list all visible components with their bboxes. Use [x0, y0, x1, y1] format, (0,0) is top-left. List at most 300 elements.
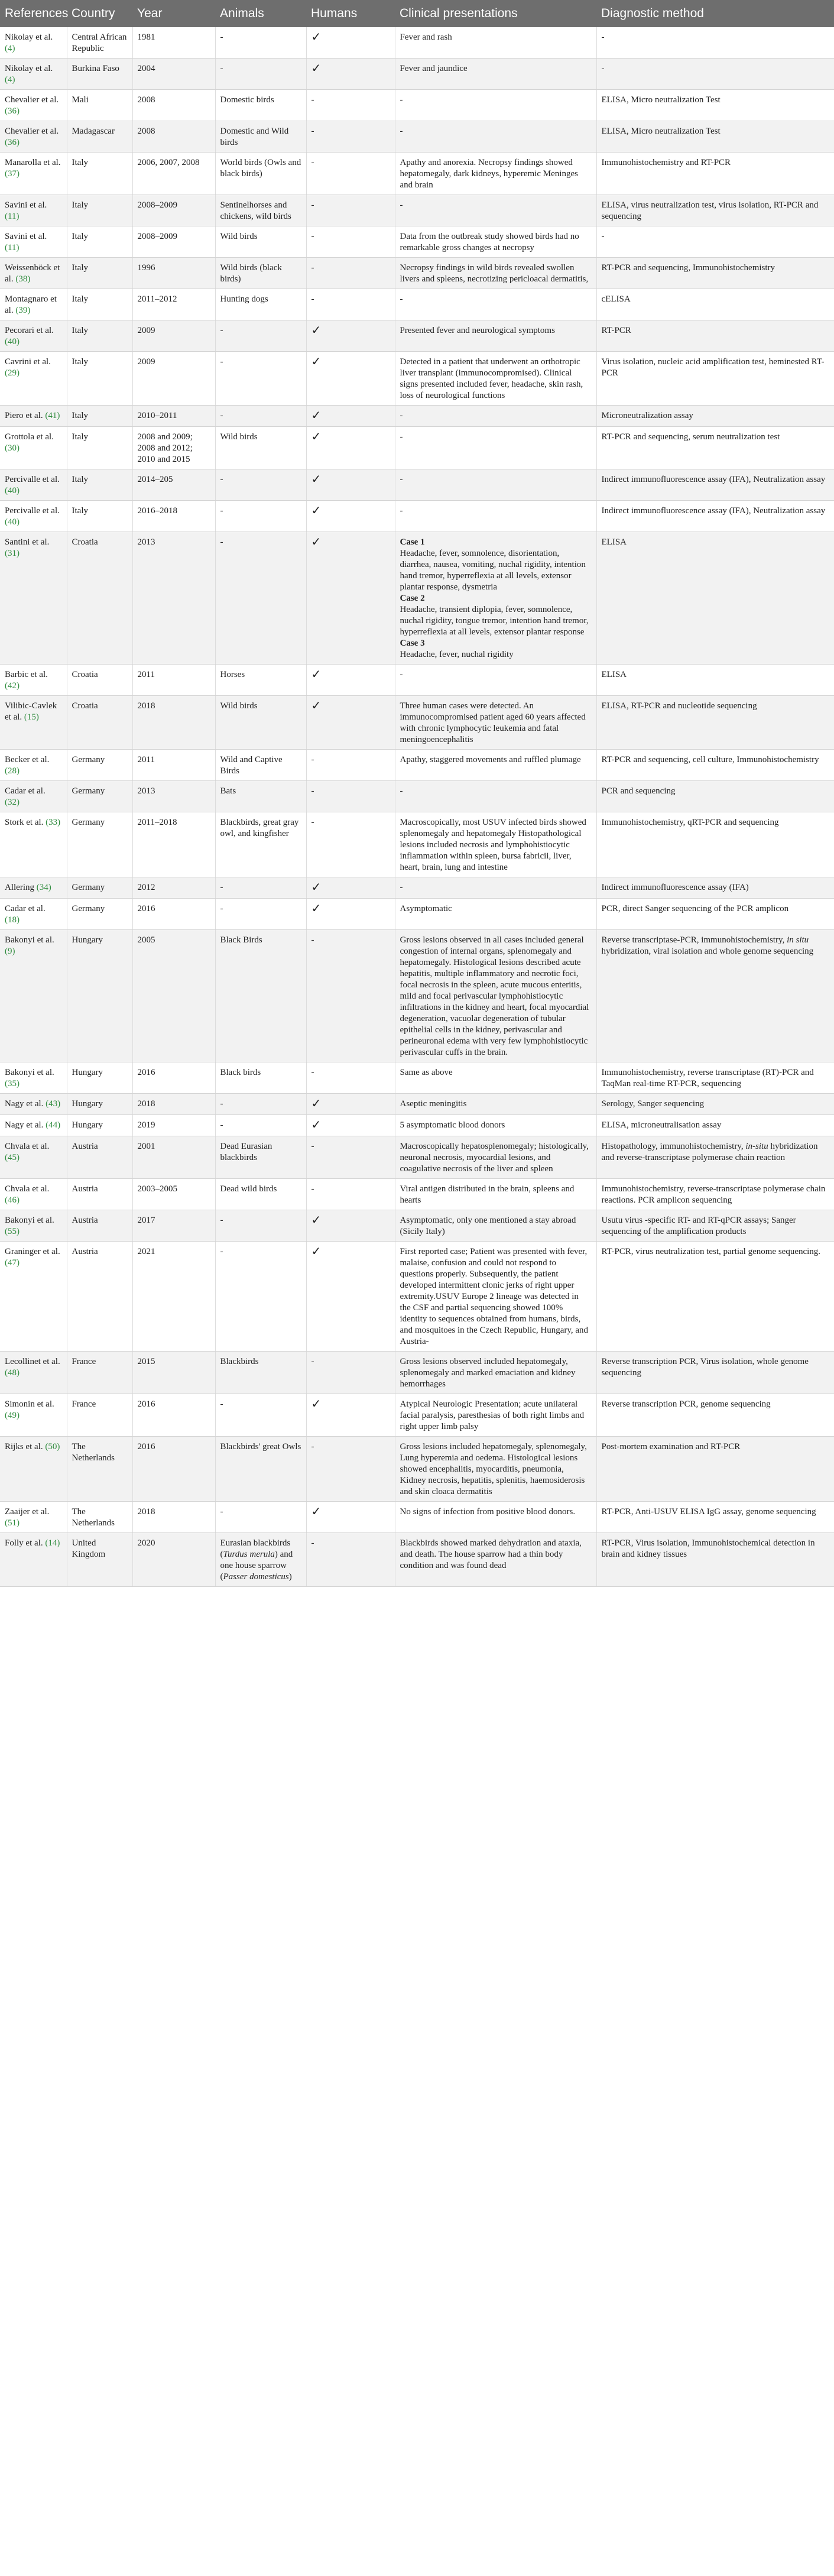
year-cell [132, 1136, 215, 1179]
clinical-cell [395, 750, 596, 781]
animals-part: ) [288, 1572, 292, 1582]
year-cell [132, 899, 215, 930]
animals-cell [215, 501, 306, 532]
clinical-cell [395, 195, 596, 226]
reference-cell [0, 289, 67, 320]
citation-link[interactable]: (46) [5, 1195, 20, 1205]
reference-author: Nikolay et al. [5, 33, 53, 42]
year-cell [132, 930, 215, 1062]
animals-text: - [220, 1216, 223, 1225]
humans-cell [306, 153, 395, 195]
method-cell [596, 696, 834, 750]
table-row [0, 1094, 834, 1115]
animals-text: - [220, 475, 223, 484]
humans-cell [306, 812, 395, 877]
animals-text: Horses [220, 670, 245, 679]
citation-link[interactable]: (34) [36, 883, 51, 892]
citation-link[interactable]: (47) [5, 1258, 20, 1268]
country-text: Italy [72, 411, 88, 420]
humans-text: - [311, 755, 314, 764]
citation-link[interactable]: (55) [5, 1227, 20, 1236]
table-row [0, 289, 834, 320]
method-cell [596, 289, 834, 320]
clinical-cell [395, 153, 596, 195]
clinical-cell [395, 289, 596, 320]
method-text: RT-PCR, Anti-USUV ELISA IgG assay, genome sequencing [601, 1507, 816, 1517]
animals-cell [215, 812, 306, 877]
reference-author: Piero et al. [5, 411, 46, 420]
animals-text: - [220, 33, 223, 42]
country-text: Hungary [72, 1068, 103, 1077]
clinical-text: Presented fever and neurological symptoms [400, 326, 555, 335]
method-text: ELISA, Micro neutralization Test [601, 127, 721, 136]
animals-text: Black birds [220, 1068, 261, 1077]
citation-link[interactable]: (36) [5, 106, 20, 116]
check-mark-icon: ✓ [311, 31, 322, 44]
citation-link[interactable]: (18) [5, 915, 20, 925]
method-cell [596, 90, 834, 121]
reference-author: Bakonyi et al. [5, 935, 54, 945]
country-text: Italy [72, 200, 88, 210]
method-cell [596, 1352, 834, 1394]
year-text: 2016 [137, 1068, 155, 1077]
reference-author: Zaaijer et al. [5, 1507, 50, 1517]
animals-text: Wild birds [220, 232, 258, 241]
country-cell [67, 781, 132, 812]
clinical-cell [395, 352, 596, 406]
animals-cell [215, 1242, 306, 1352]
humans-cell [306, 258, 395, 289]
year-cell [132, 1394, 215, 1437]
method-text: Immunohistochemistry, qRT-PCR and sequencing [601, 818, 779, 827]
country-text: Mali [72, 95, 89, 105]
reference-cell [0, 427, 67, 469]
method-part: in-situ [745, 1142, 768, 1151]
method-cell [596, 27, 834, 59]
animals-cell [215, 153, 306, 195]
header-references: References [0, 0, 67, 27]
citation-link[interactable]: (30) [5, 443, 20, 453]
clinical-cell [395, 930, 596, 1062]
animals-cell [215, 899, 306, 930]
table-row [0, 1136, 834, 1179]
animals-cell [215, 1094, 306, 1115]
year-text: 2018 [137, 1507, 155, 1517]
clinical-text: - [400, 506, 403, 516]
humans-cell [306, 1115, 395, 1136]
animals-cell [215, 226, 306, 258]
country-cell [67, 469, 132, 501]
country-cell [67, 121, 132, 153]
reference-cell [0, 930, 67, 1062]
year-cell [132, 289, 215, 320]
reference-author: Chevalier et al. [5, 127, 59, 136]
humans-cell [306, 289, 395, 320]
citation-link[interactable]: (14) [45, 1538, 60, 1548]
method-cell [596, 1210, 834, 1242]
animals-text: - [220, 904, 223, 913]
method-cell [596, 781, 834, 812]
country-text: Croatia [72, 537, 98, 547]
animals-cell [215, 121, 306, 153]
country-cell [67, 1394, 132, 1437]
animals-text: Hunting dogs [220, 294, 268, 304]
year-text: 2010–2011 [137, 411, 177, 420]
reference-cell [0, 59, 67, 90]
year-cell [132, 1352, 215, 1394]
humans-text: - [311, 1357, 314, 1366]
table-row [0, 1502, 834, 1533]
method-text: RT-PCR, virus neutralization test, partial genome sequencing. [601, 1247, 821, 1256]
citation-link[interactable]: (41) [45, 411, 60, 420]
method-text: ELISA, microneutralisation assay [601, 1120, 722, 1130]
humans-text: - [311, 263, 314, 273]
citation-link[interactable]: (4) [5, 75, 15, 85]
method-cell [596, 1136, 834, 1179]
clinical-text: Apathy and anorexia. Necropsy findings showed hepatomegaly, dark kidneys, hyperemic Meninges and brain [400, 158, 578, 190]
clinical-text: Data from the outbreak study showed birds had no remarkable gross changes at necropsy [400, 232, 579, 252]
humans-cell [306, 1210, 395, 1242]
method-cell [596, 469, 834, 501]
animals-text: - [220, 411, 223, 420]
animals-cell [215, 1352, 306, 1394]
reference-cell [0, 1437, 67, 1502]
humans-text: - [311, 1068, 314, 1077]
citation-link[interactable]: (37) [5, 169, 20, 179]
citation-link[interactable]: (49) [5, 1411, 20, 1420]
method-text: RT-PCR and sequencing, serum neutralization test [601, 432, 780, 442]
method-part: Reverse transcriptase-PCR, immunohistochemistry, [601, 935, 787, 945]
clinical-cell [395, 1062, 596, 1094]
clinical-cell [395, 427, 596, 469]
clinical-text: Viral antigen distributed in the brain, spleens and hearts [400, 1184, 575, 1205]
country-text: The Netherlands [72, 1442, 115, 1463]
animals-cell [215, 352, 306, 406]
citation-link[interactable]: (15) [24, 712, 39, 722]
year-cell [132, 1502, 215, 1533]
clinical-cell [395, 501, 596, 532]
reference-author: Cavrini et al. [5, 357, 51, 367]
year-text: 2020 [137, 1538, 155, 1548]
reference-cell [0, 320, 67, 352]
table-row [0, 532, 834, 665]
humans-text: - [311, 95, 314, 105]
humans-cell [306, 406, 395, 427]
reference-author: Allering [5, 883, 37, 892]
reference-author: Cadar et al. [5, 786, 46, 796]
method-cell [596, 121, 834, 153]
humans-cell [306, 501, 395, 532]
reference-cell [0, 1115, 67, 1136]
reference-cell [0, 1210, 67, 1242]
check-mark-icon: ✓ [311, 504, 322, 517]
method-cell [596, 1115, 834, 1136]
method-text: Microneutralization assay [601, 411, 693, 420]
country-cell [67, 1437, 132, 1502]
method-text: - [601, 33, 605, 42]
humans-cell [306, 121, 395, 153]
animals-cell [215, 750, 306, 781]
year-text: 2011–2018 [137, 818, 177, 827]
method-text: ELISA, RT-PCR and nucleotide sequencing [601, 701, 757, 711]
citation-link[interactable]: (35) [5, 1079, 20, 1088]
citation-link[interactable]: (4) [5, 44, 15, 53]
humans-cell [306, 320, 395, 352]
method-text: Immunohistochemistry and RT-PCR [601, 158, 731, 167]
animals-cell [215, 1062, 306, 1094]
citation-link[interactable]: (48) [5, 1368, 20, 1378]
country-text: Italy [72, 294, 88, 304]
country-text: Austria [72, 1216, 98, 1225]
year-cell [132, 1533, 215, 1587]
reference-cell [0, 501, 67, 532]
year-text: 2015 [137, 1357, 155, 1366]
reference-author: Cadar et al. [5, 904, 46, 913]
humans-cell [306, 750, 395, 781]
method-text: Virus isolation, nucleic acid amplification test, heminested RT-PCR [601, 357, 825, 378]
humans-cell [306, 781, 395, 812]
humans-text: - [311, 127, 314, 136]
country-text: Austria [72, 1142, 98, 1151]
animals-cell [215, 90, 306, 121]
reference-cell [0, 1502, 67, 1533]
clinical-cell [395, 27, 596, 59]
humans-text: - [311, 294, 314, 304]
animals-text: Wild birds (black birds) [220, 263, 282, 284]
method-text: Indirect immunofluorescence assay (IFA) [601, 883, 749, 892]
check-mark-icon: ✓ [311, 430, 322, 443]
citation-link[interactable]: (29) [5, 368, 20, 378]
method-cell [596, 665, 834, 696]
method-cell [596, 1242, 834, 1352]
citation-link[interactable]: (44) [46, 1120, 61, 1130]
humans-cell [306, 1437, 395, 1502]
citation-link[interactable]: (36) [5, 138, 20, 147]
humans-text: - [311, 786, 314, 796]
citation-link[interactable]: (33) [46, 818, 61, 827]
reference-author: Simonin et al. [5, 1399, 54, 1409]
method-text: cELISA [601, 294, 631, 304]
animals-cell [215, 532, 306, 665]
citation-link[interactable]: (9) [5, 947, 15, 956]
year-text: 2016 [137, 1399, 155, 1409]
check-mark-icon: ✓ [311, 1398, 322, 1411]
reference-cell [0, 781, 67, 812]
humans-cell [306, 877, 395, 899]
animals-text: - [220, 326, 223, 335]
clinical-cell [395, 696, 596, 750]
header-row [0, 0, 834, 27]
year-text: 2011–2012 [137, 294, 177, 304]
citation-link[interactable]: (50) [45, 1442, 60, 1451]
reference-author: Barbic et al. [5, 670, 48, 679]
method-part: hybridization and reverse-transcriptase polymerase chain reaction [601, 1142, 818, 1162]
reference-cell [0, 406, 67, 427]
check-mark-icon: ✓ [311, 1097, 322, 1110]
check-mark-icon: ✓ [311, 699, 322, 712]
citation-link[interactable]: (43) [46, 1099, 61, 1109]
method-text: Reverse transcription PCR, genome sequencing [601, 1399, 771, 1409]
reference-cell [0, 1394, 67, 1437]
animals-cell [215, 258, 306, 289]
reference-author: Santini et al. [5, 537, 50, 547]
check-mark-icon: ✓ [311, 902, 322, 915]
clinical-text: Same as above [400, 1068, 453, 1077]
year-text: 2018 [137, 1099, 155, 1109]
animals-part: ) and one house sparrow ( [220, 1550, 293, 1582]
method-text: ELISA [601, 670, 627, 679]
humans-cell [306, 930, 395, 1062]
table-row [0, 258, 834, 289]
clinical-text: Atypical Neurologic Presentation; acute unilateral facial paralysis, paresthesias of both right limbs and right upper limb palsy [400, 1399, 585, 1431]
citation-link[interactable]: (11) [5, 212, 20, 221]
humans-text: - [311, 1538, 314, 1548]
check-mark-icon: ✓ [311, 409, 322, 422]
clinical-text: - [400, 200, 403, 210]
reference-cell [0, 226, 67, 258]
method-text: RT-PCR, Virus isolation, Immunohistochemical detection in brain and kidney tissues [601, 1538, 815, 1559]
clinical-cell [395, 320, 596, 352]
clinical-text: Gross lesions observed included hepatomegaly, splenomegaly and marked emaciation and kidney hemorrhages [400, 1357, 576, 1389]
method-cell [596, 501, 834, 532]
method-cell [596, 877, 834, 899]
citation-link[interactable]: (28) [5, 766, 20, 776]
citation-link[interactable]: (32) [5, 798, 20, 807]
reference-author: Stork et al. [5, 818, 46, 827]
table-row [0, 1242, 834, 1352]
year-cell [132, 59, 215, 90]
table-row [0, 90, 834, 121]
country-cell [67, 696, 132, 750]
country-text: Central African Republic [72, 33, 127, 53]
year-text: 2013 [137, 786, 155, 796]
table-row [0, 320, 834, 352]
citation-link[interactable]: (40) [5, 486, 20, 495]
country-cell [67, 352, 132, 406]
table-row [0, 27, 834, 59]
method-cell [596, 899, 834, 930]
citation-link[interactable]: (38) [15, 274, 31, 284]
method-text: RT-PCR and sequencing, Immunohistochemistry [601, 263, 775, 273]
reference-author: Chevalier et al. [5, 95, 59, 105]
method-cell [596, 1437, 834, 1502]
country-text: Italy [72, 506, 88, 516]
year-text: 2018 [137, 701, 155, 711]
reference-author: Montagnaro et al. [5, 294, 57, 315]
animals-text: Bats [220, 786, 236, 796]
clinical-text: Three human cases were detected. An immunocompromised patient aged 60 years affected with chronic lymphocytic leukemia and fatal meningoencephalitis [400, 701, 586, 744]
year-text: 2012 [137, 883, 155, 892]
country-text: Italy [72, 158, 88, 167]
citation-link[interactable]: (40) [5, 517, 20, 527]
table-row [0, 59, 834, 90]
method-text: Usutu virus -specific RT- and RT-qPCR assays; Sanger sequencing of the amplification products [601, 1216, 796, 1236]
table-row [0, 1437, 834, 1502]
table-row [0, 665, 834, 696]
humans-cell [306, 1136, 395, 1179]
clinical-cell [395, 59, 596, 90]
humans-cell [306, 469, 395, 501]
reference-cell [0, 1136, 67, 1179]
reference-author: Nagy et al. [5, 1120, 46, 1130]
country-cell [67, 899, 132, 930]
humans-cell [306, 27, 395, 59]
clinical-text: Asymptomatic [400, 904, 452, 913]
humans-cell [306, 1094, 395, 1115]
animals-text: Wild birds [220, 701, 258, 711]
animals-text: Domestic and Wild birds [220, 127, 289, 147]
reference-author: Manarolla et al. [5, 158, 61, 167]
table-row [0, 195, 834, 226]
case-text: Headache, transient diplopia, fever, somnolence, nuchal rigidity, tongue tremor, intention hand tremor, hyperreflexia at all levels, extensor plantar response [400, 605, 589, 637]
year-cell [132, 665, 215, 696]
reference-author: Savini et al. [5, 232, 47, 241]
humans-cell [306, 427, 395, 469]
year-cell [132, 352, 215, 406]
country-cell [67, 226, 132, 258]
country-text: Germany [72, 755, 105, 764]
country-cell [67, 1115, 132, 1136]
table-row [0, 121, 834, 153]
header-clinical-presentations: Clinical presentations [395, 0, 596, 27]
reference-cell [0, 195, 67, 226]
year-cell [132, 1179, 215, 1210]
citation-link[interactable]: (11) [5, 243, 20, 252]
animals-cell [215, 665, 306, 696]
humans-cell [306, 226, 395, 258]
clinical-text: Asymptomatic, only one mentioned a stay abroad (Sicily Italy) [400, 1216, 576, 1236]
animals-cell [215, 469, 306, 501]
clinical-text: - [400, 294, 403, 304]
year-text: 2016–2018 [137, 506, 177, 516]
citation-link[interactable]: (42) [5, 681, 20, 691]
check-mark-icon: ✓ [311, 668, 322, 681]
header-humans: Humans [306, 0, 395, 27]
table-row [0, 352, 834, 406]
country-cell [67, 1502, 132, 1533]
method-cell [596, 153, 834, 195]
clinical-cell [395, 899, 596, 930]
year-cell [132, 1094, 215, 1115]
method-cell [596, 258, 834, 289]
citation-link[interactable]: (40) [5, 337, 20, 346]
check-mark-icon: ✓ [311, 1505, 322, 1518]
citation-link[interactable]: (45) [5, 1153, 20, 1162]
citation-link[interactable]: (39) [15, 306, 31, 315]
humans-cell [306, 1062, 395, 1094]
country-text: Hungary [72, 1120, 103, 1130]
country-cell [67, 1210, 132, 1242]
year-cell [132, 696, 215, 750]
citation-link[interactable]: (31) [5, 549, 20, 558]
year-text: 2001 [137, 1142, 155, 1151]
country-text: Austria [72, 1184, 98, 1194]
country-text: Italy [72, 326, 88, 335]
reference-author: Savini et al. [5, 200, 47, 210]
year-cell [132, 1210, 215, 1242]
reference-cell [0, 258, 67, 289]
animals-text: Sentinelhorses and chickens, wild birds [220, 200, 291, 221]
year-text: 2005 [137, 935, 155, 945]
citation-link[interactable]: (51) [5, 1518, 20, 1528]
table-row [0, 226, 834, 258]
method-text: PCR and sequencing [601, 786, 676, 796]
country-cell [67, 1136, 132, 1179]
year-cell [132, 320, 215, 352]
country-text: Croatia [72, 701, 98, 711]
humans-cell [306, 1394, 395, 1437]
clinical-text: Fever and jaundice [400, 64, 468, 73]
